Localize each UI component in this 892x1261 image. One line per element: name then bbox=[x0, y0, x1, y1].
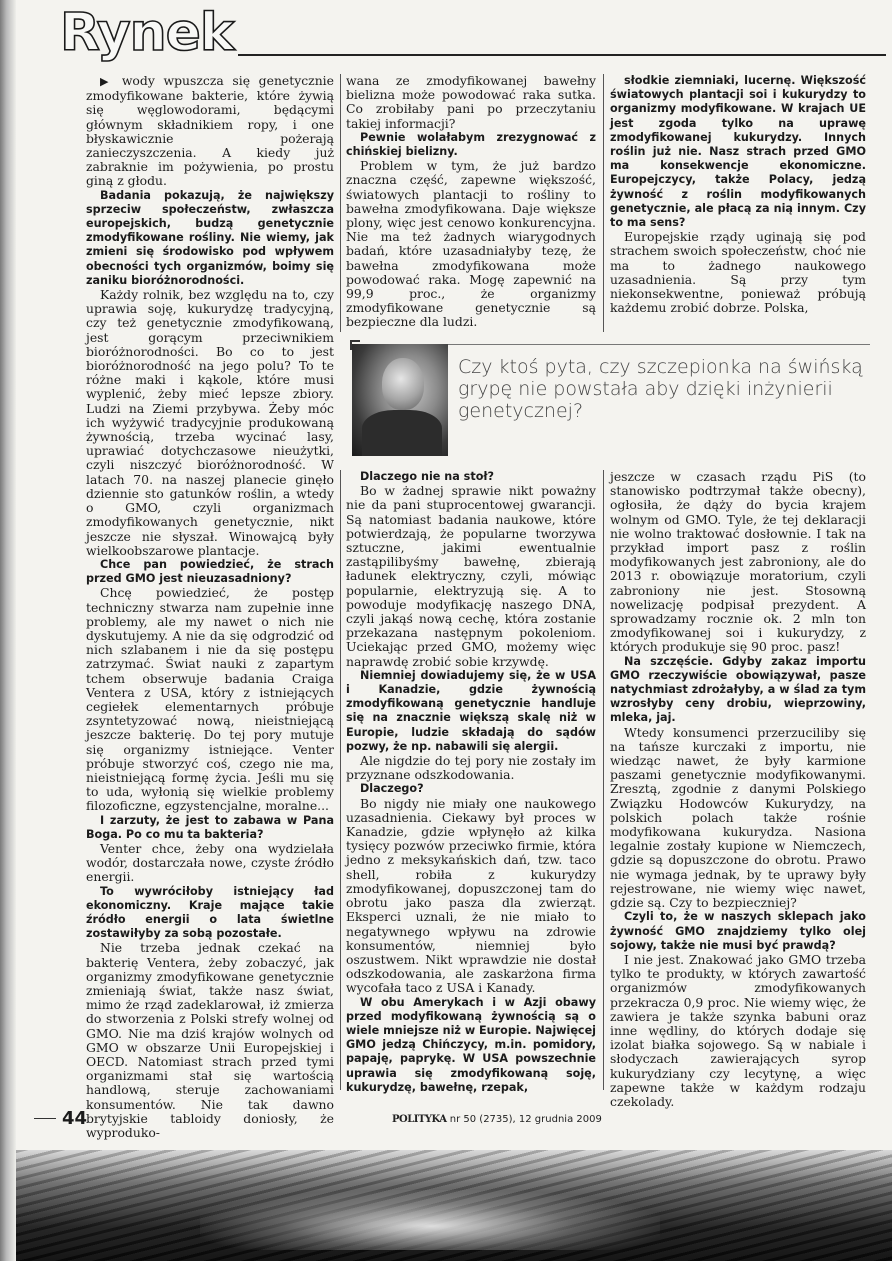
issue-info: nr 50 (2735), 12 grudnia 2009 bbox=[449, 1114, 602, 1125]
paragraph-text: Chcę powiedzieć, że postęp techniczny stwarza nam zupełnie inne problemy, ale my nawet o nich nie dyskutujemy. A nie da się odgrodzić od nich szlabanem i nie da się postępu zatrzymać. Świat nauki z zapartym tchem obserwuje badania Craiga Ventera z USA, który z istniejących cegiełek elementarnych próbuje zsyntetyzować nową, nieistniejącą jeszcze bakterię. Do tej pory mutuje się organizmy istniejące. Venter próbuje stworzyć coś, czego nie ma, nieistniejącą formę życia. Jeśli mu się to uda, wyłonią się wielkie problemy filozoficzne, egzystencjalne, moralne... bbox=[86, 585, 334, 814]
magazine-imprint bbox=[392, 1114, 602, 1125]
article-column-2 bbox=[346, 74, 596, 332]
pull-quote-text: Czy ktoś pyta, czy szczepionka na świńską grypę nie powstała aby dzięki inżynierii genetycznej? bbox=[458, 356, 863, 422]
scan-light-glare bbox=[200, 1190, 660, 1250]
paragraph-text: Bo w żadnej sprawie nikt poważny nie da pani stuprocentowej gwarancji. Są natomiast badania naukowe, które potwierdzają, że popularne tworzywa sztuczne, jakimi ewentualnie zastąpilibyśmy bawełnę, zbierają ładunek elektryczny, czyli, mówiąc popularnie, elektryzują się. A to powoduje modyfikację naszego DNA, czyli jakąś nową cechę, która zostanie przekazana następnym pokoleniom. Uciekając przed GMO, możemy więc naprawdę zrobić sobie krzywdę. bbox=[346, 483, 596, 669]
article-paragraph bbox=[86, 842, 334, 885]
article-paragraph bbox=[346, 159, 596, 329]
continuation-arrow-icon: ▶ bbox=[100, 75, 114, 88]
paragraph-text: I zarzuty, że jest to zabawa w Pana Boga. Po co mu ta bakteria? bbox=[86, 813, 334, 841]
article-paragraph bbox=[346, 754, 596, 782]
article-paragraph bbox=[86, 74, 334, 189]
paragraph-text: Chce pan powiedzieć, że strach przed GMO jest nieuzasadniony? bbox=[86, 557, 334, 586]
paragraph-text: Badania pokazują, że największy sprzeciw społeczeństw, zwłaszcza europejskich, budzą genetycznie zmodyfikowane rośliny. Nie wiemy, jak zmieni się środowisko pod wpływem obecności tych organizmów, boimy się zaniku bioróżnorodności. bbox=[86, 188, 334, 287]
scan-left-edge bbox=[0, 0, 16, 1261]
interview-question bbox=[86, 558, 334, 586]
pull-quote-box bbox=[352, 344, 870, 456]
paragraph-text: Nie trzeba jednak czekać na bakterię Ventera, żeby zobaczyć, jak organizmy zmodyfikowane genetycznie zmieniają świat, także nasz świat, mimo że rząd zadeklarował, iż zmierza do stworzenia z Polski strefy wolnej od GMO. Nie ma dziś krajów wolnych od GMO w obszarze Unii Europejskiej i OECD. Natomiast strach przed tymi organizmami stał się wartością handlową, steruje zachowaniami konsumentów. Nie tak dawno brytyjskie tabloidy doniosły, że wyproduko- bbox=[86, 940, 334, 1141]
paragraph-text: Dlaczego? bbox=[360, 782, 424, 796]
paragraph-text: Każdy rolnik, bez względu na to, czy uprawia soję, kukurydzę tradycyjną, czy też genetycznie zmodyfikowaną, jest gorącym przeciwnikiem bioróżnorodności. Bo co to jest bioróżnorodność na jego polu? To te różne maki i kąkole, które musi wyplenić, żeby mieć lepsze zbiory. Ludzi na Ziemi przybywa. Żeby móc ich wyżywić tradycyjnie produkowaną żywnością, trzeba wycinać lasy, uprawiać dotychczasowe nieużytki, czyli niszczyć bioróżnorodność. W latach 70. na naszej planecie ginęło dziennie sto gatunków roślin, a wtedy o GMO, czyli organizmach zmodyfikowanych genetycznie, nikt jeszcze nie słyszał. Winowajcą były wielkoobszarowe plantacje. bbox=[86, 287, 334, 558]
column-divider bbox=[603, 74, 604, 332]
article-paragraph bbox=[610, 470, 866, 655]
paragraph-text: Pewnie wolałabym zrezygnować z chińskiej bielizny. bbox=[346, 130, 596, 159]
photo-body bbox=[362, 410, 442, 456]
article-column-1 bbox=[86, 73, 334, 1141]
article-paragraph bbox=[86, 288, 334, 558]
paragraph-text: Bo nigdy nie miały one naukowego uzasadnienia. Ciekawy był proces w Kanadzie, gdzie wpłynęło aż kilka tysięcy pozwów przeciwko firmie, która jedno z meksykańskich dań, tzw. taco shell, robiła z kukurydzy zmodyfikowanej, dopuszczonej tam do obrotu jako pasza dla zwierząt. Eksperci uznali, że nie miało to negatywnego wpływu na zdrowie konsumentów, niemniej było oszustwem. Nikt wprawdzie nie dostał odszkodowania, ale zaskarżona firma wycofała taco z USA i Kanady. bbox=[346, 795, 596, 996]
interview-question bbox=[610, 655, 866, 726]
title-rule bbox=[238, 54, 886, 56]
article-paragraph bbox=[86, 586, 334, 813]
paragraph-text: W obu Amerykach i w Azji obawy przed modyfikowaną żywnością są o wiele mniejsze niż w Europie. Najwięcej GMO jedzą Chińczycy, m.in. pomidory, papaję, paprykę. W USA powszechnie uprawia się zmodyfikowaną soję, kukurydzę, bawełnę, rzepak, bbox=[346, 995, 596, 1094]
paragraph-text: Czyli to, że w naszych sklepach jako żywność GMO znajdziemy tylko olej sojowy, także nie musi być prawdą? bbox=[610, 910, 866, 952]
article-paragraph bbox=[346, 74, 596, 131]
interview-question bbox=[346, 131, 596, 159]
column-divider bbox=[603, 470, 604, 1090]
photo-head bbox=[382, 358, 424, 410]
paragraph-text: jeszcze w czasach rządu PiS (to stanowisko podtrzymał także obecny), ogłosiła, że dąży do bycia krajem wolnym od GMO. Tyle, że tej deklaracji nie wolno traktować dosłownie. I tak na przykład import pasz z roślin modyfikowanych jest zabroniony, ale do 2013 r. obowiązuje moratorium, czyli zabroniony nie jest. Stosowną nowelizację podpisał prezydent. A sprowadzamy rocznie ok. 2 mln ton zmodyfikowanej soi i kukurydzy, z których produkuje się 90 proc. pasz! bbox=[610, 469, 866, 655]
paragraph-text: Problem w tym, że już bardzo znaczna część, zapewne większość, światowych plantacji to rośliny to bawełna zmodyfikowana. Daje większe plony, więc jest cenowo konkurencyjna. Nie ma też żadnych wiarygodnych badań, które uzasadniałyby tezę, że bawełna zmodyfikowana może powodować raka. Mogę zapewnić na 99,9 proc., że organizmy zmodyfikowane genetycznie są bezpieczne dla ludzi. bbox=[346, 158, 596, 330]
column-divider bbox=[340, 74, 341, 332]
interview-question bbox=[86, 885, 334, 942]
article-paragraph bbox=[86, 941, 334, 1140]
article-paragraph bbox=[610, 230, 866, 315]
paragraph-text: Dlaczego nie na stoł? bbox=[360, 470, 495, 483]
article-column-3 bbox=[610, 74, 866, 332]
paragraph-text: wody wpuszcza się genetycznie zmodyfikowane bakterie, które żywią się węglowodorami, będącymi głównym składnikiem ropy, i one błyskawicznie pożerają zanieczyszczenia. A kiedy już zabraknie im pożywienia, po prostu giną z głodu. bbox=[86, 73, 334, 189]
article-column-5 bbox=[610, 469, 866, 1109]
paragraph-text: Europejskie rządy uginają się pod strachem swoich społeczeństw, choć nie ma to żadnego naukowego uzasadnienia. Są przy tym niekonsekwentne, ponieważ próbują każdemu zrobić dobrze. Polska, bbox=[610, 229, 866, 316]
article-paragraph bbox=[610, 953, 866, 1109]
column-divider bbox=[340, 470, 341, 1090]
interview-question bbox=[610, 74, 866, 230]
interview-question bbox=[346, 996, 596, 1095]
interview-question bbox=[86, 189, 334, 288]
pull-quote-rule bbox=[448, 344, 870, 345]
section-title: Rynek bbox=[60, 3, 234, 63]
paragraph-text: wana ze zmodyfikowanej bawełny bielizna może powodować raka sutka. Co zrobiłaby pani po przeczytaniu takiej informacji? bbox=[346, 73, 596, 131]
footer-dash bbox=[34, 1118, 56, 1119]
paragraph-text: słodkie ziemniaki, lucernę. Większość światowych plantacji soi i kukurydzy to organizmy modyfikowane. W krajach UE jest zgoda tylko na uprawę zmodyfikowanej kukurydzy. Innych roślin już nie. Nasz strach przed GMO ma konsekwencje ekonomiczne. Europejczycy, także Polacy, jedzą żywność z roślin modyfikowanych genetycznie, ale płacą za nią innym. Czy to ma sens? bbox=[610, 74, 866, 230]
magazine-name: POLITYKA bbox=[392, 1114, 447, 1125]
paragraph-text: Wtedy konsumenci przerzuciliby się na tańsze kurczaki z importu, nie wiedząc nawet, że były karmione paszami genetycznie modyfikowanymi. Zresztą, zgodnie z danymi Polskiego Związku Hodowców Kukurydzy, na polskich polach także rośnie modyfikowana kukurydza. Nasiona legalnie zostały kupione w Niemczech, gdzie są dopuszczone do obrotu. Prawo nie wymaga jednak, by te uprawy były rejestrowane, nie wiemy więc nawet, gdzie są. Czy to bezpieczniej? bbox=[610, 724, 866, 911]
paragraph-text: I nie jest. Znakować jako GMO trzeba tylko te produkty, w których zawartość organizmów zmodyfikowanych przekracza 0,9 proc. Nie wiemy więc, że zawiera je także szynka babuni oraz inne wędliny, do których dodaje się izolat białka sojowego. Są w nabiale i słodyczach zawierających syrop kukurydziany czy lecytynę, a więc zapewne także w każdym rodzaju czekolady. bbox=[610, 951, 866, 1109]
article-paragraph bbox=[346, 484, 596, 669]
paragraph-text: Na szczęście. Gdyby zakaz importu GMO rzeczywiście obowiązywał, pasze natychmiast zdrożałyby, a w ślad za tym wzrosłyby ceny drobiu, wieprzowiny, mleka, jaj. bbox=[610, 654, 866, 725]
interview-question bbox=[346, 669, 596, 754]
article-column-4 bbox=[346, 470, 596, 1094]
paragraph-text: Niemniej dowiadujemy się, że w USA i Kanadzie, gdzie żywnością zmodyfikowaną genetycznie handluje się na znacznie większą skalę niż w Europie, ludzie składają do sądów pozwy, że np. nabawili się alergii. bbox=[346, 668, 596, 753]
interview-question bbox=[86, 814, 334, 842]
paragraph-text: Ale nigdzie do tej pory nie zostały im przyznane odszkodowania. bbox=[346, 753, 596, 783]
article-paragraph bbox=[346, 797, 596, 996]
article-paragraph bbox=[610, 726, 866, 911]
interview-question bbox=[610, 910, 866, 953]
interview-question bbox=[346, 470, 596, 484]
interviewee-photo bbox=[352, 344, 448, 456]
interview-question bbox=[346, 782, 596, 796]
paragraph-text: To wywróciłoby istniejący ład ekonomiczny. Kraje mające takie źródło energii o lata świetlne zostawiłyby za sobą pozostałe. bbox=[86, 884, 334, 941]
paragraph-text: Venter chce, żeby ona wydzielała wodór, dostarczała nowe, czyste źródło energii. bbox=[86, 840, 334, 885]
page-number: 44 bbox=[62, 1108, 88, 1129]
